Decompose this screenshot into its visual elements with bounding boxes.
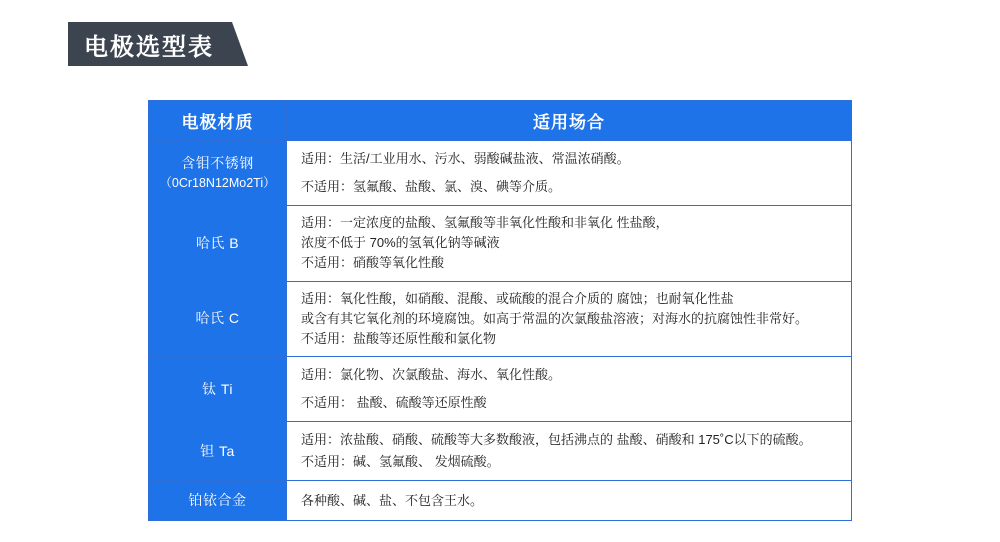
material-name: 铂铱合金 [188,492,247,509]
cell-usage [287,422,852,481]
material-name: 钛 Ti [201,380,234,397]
cell-usage [287,357,852,422]
material-name: 含钼不锈钢 [181,155,254,172]
table-row [149,422,852,481]
banner-arrow-shape [232,22,248,66]
cell-material [149,206,287,281]
usage-line: 或含有其它氧化剂的环境腐蚀。如高于常温的次氯酸盐溶液；对海水的抗腐蚀性非常好。 [301,310,809,326]
page-title-banner [68,22,248,66]
usage-line: 不适用： 盐酸、硫酸等还原性酸 [301,395,487,411]
usage-line: 不适用：氢氟酸、盐酸、氯、溴、碘等介质。 [301,179,562,195]
material-name: 哈氏 C [195,310,240,327]
cell-usage [287,206,852,281]
material-code: （0Cr18N12Mo2Ti） [159,176,276,191]
usage-line: 浓度不低于 70%的氢氧化钠等碱液 [301,235,500,251]
material-name: 钽 Ta [200,442,235,459]
cell-material [149,357,287,422]
table-row [149,206,852,281]
cell-material [149,281,287,356]
table-row [149,481,852,521]
material-name: 哈氏 B [195,234,240,251]
usage-line: 适用：生活/工业用水、污水、弱酸碱盐液、常温浓硝酸。 [301,151,630,166]
cell-material [149,141,287,206]
table-header-row [149,101,852,141]
electrode-selection-table [148,100,852,521]
usage-line: 不适用：硝酸等氧化性酸 [301,255,445,271]
usage-line: 不适用：碱、氢氟酸、 发烟硫酸。 [301,454,500,470]
cell-usage [287,481,852,521]
header-material: 电极材质 [149,101,287,141]
cell-usage [287,141,852,206]
page-title: 电极选型表 [68,22,232,66]
usage-line: 适用：氧化性酸，如硝酸、混酸、或硫酸的混合介质的 腐蚀；也耐氧化性盐 [301,290,734,306]
usage-line: 不适用：盐酸等还原性酸和氯化物 [301,330,497,346]
cell-material [149,422,287,481]
usage-line: 适用：氯化物、次氯酸盐、海水、氧化性酸。 [301,367,562,383]
cell-usage [287,281,852,356]
header-usage: 适用场合 [287,101,852,141]
usage-line: 各种酸、碱、盐、不包含王水。 [301,492,484,508]
table-row [149,141,852,206]
usage-line: 适用：一定浓度的盐酸、氢氟酸等非氧化性酸和非氧化 性盐酸， [301,215,669,231]
usage-line: 适用：浓盐酸、硝酸、硫酸等大多数酸液，包括沸点的 盐酸、硝酸和 175˚C以下的硫酸。 [301,432,812,448]
table-row [149,281,852,356]
cell-material [149,481,287,521]
table-row [149,357,852,422]
